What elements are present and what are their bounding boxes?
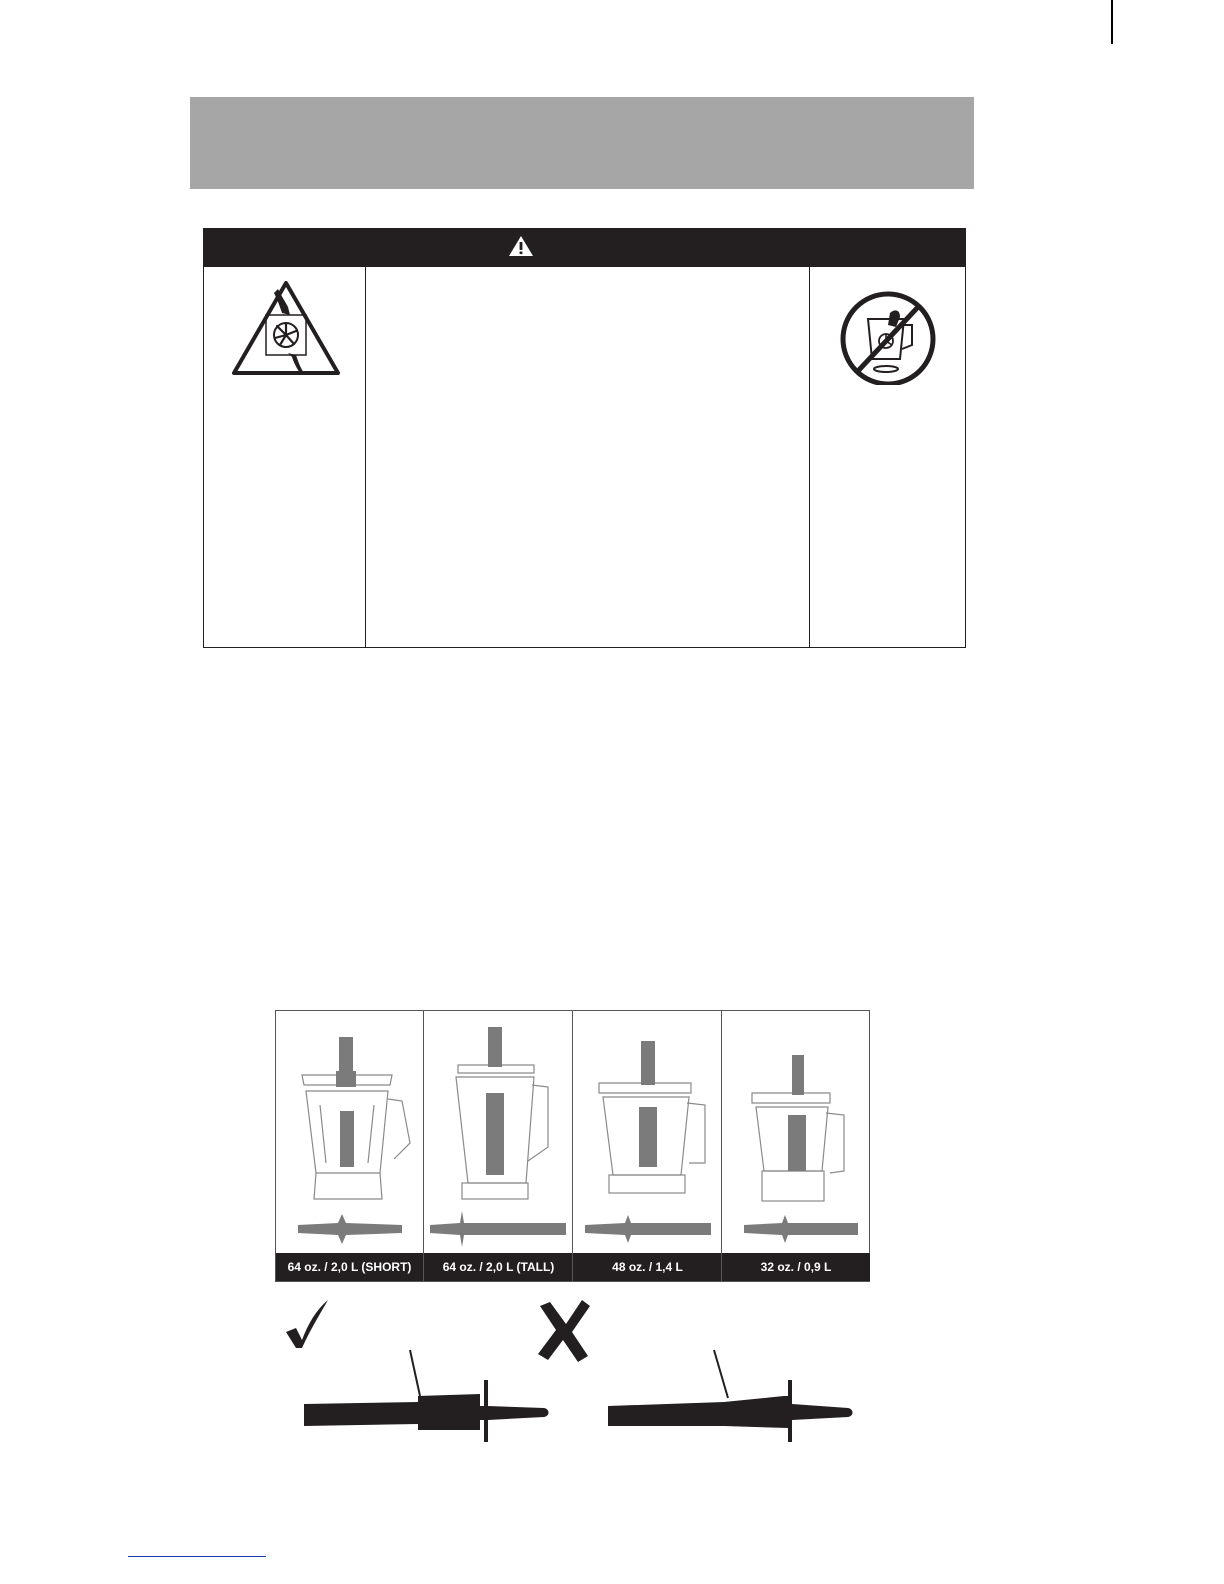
container-label: 48 oz. / 1,4 L (573, 1253, 722, 1281)
container-panel (572, 1011, 722, 1281)
hand-blade-hazard-icon (230, 279, 342, 379)
container-tall-illustration (424, 1011, 573, 1251)
hazard-icon-column (204, 267, 366, 647)
container-48oz-illustration (573, 1011, 722, 1251)
warning-triangle-icon (508, 235, 534, 257)
prohibition-icon-column (810, 267, 965, 647)
warning-text-column (366, 267, 810, 647)
no-hand-in-container-icon (838, 289, 942, 385)
section-header-band (190, 97, 974, 189)
container-panel (721, 1011, 870, 1281)
container-tamper-strip (275, 1010, 870, 1282)
container-panel (423, 1011, 573, 1281)
container-panel (276, 1011, 423, 1281)
container-short-illustration (276, 1011, 423, 1251)
warning-bar (204, 229, 965, 267)
checkmark-icon (284, 1298, 330, 1350)
incorrect-tamper-diagram (604, 1346, 858, 1442)
container-label: 64 oz. / 2,0 L (TALL) (424, 1253, 573, 1281)
top-rule (1111, 0, 1113, 44)
container-label: 64 oz. / 2,0 L (SHORT) (276, 1253, 423, 1281)
footnote-rule (128, 1556, 266, 1557)
container-32oz-illustration (722, 1011, 870, 1251)
container-label: 32 oz. / 0,9 L (722, 1253, 870, 1281)
correct-tamper-diagram (300, 1346, 554, 1442)
warning-box (203, 228, 966, 648)
